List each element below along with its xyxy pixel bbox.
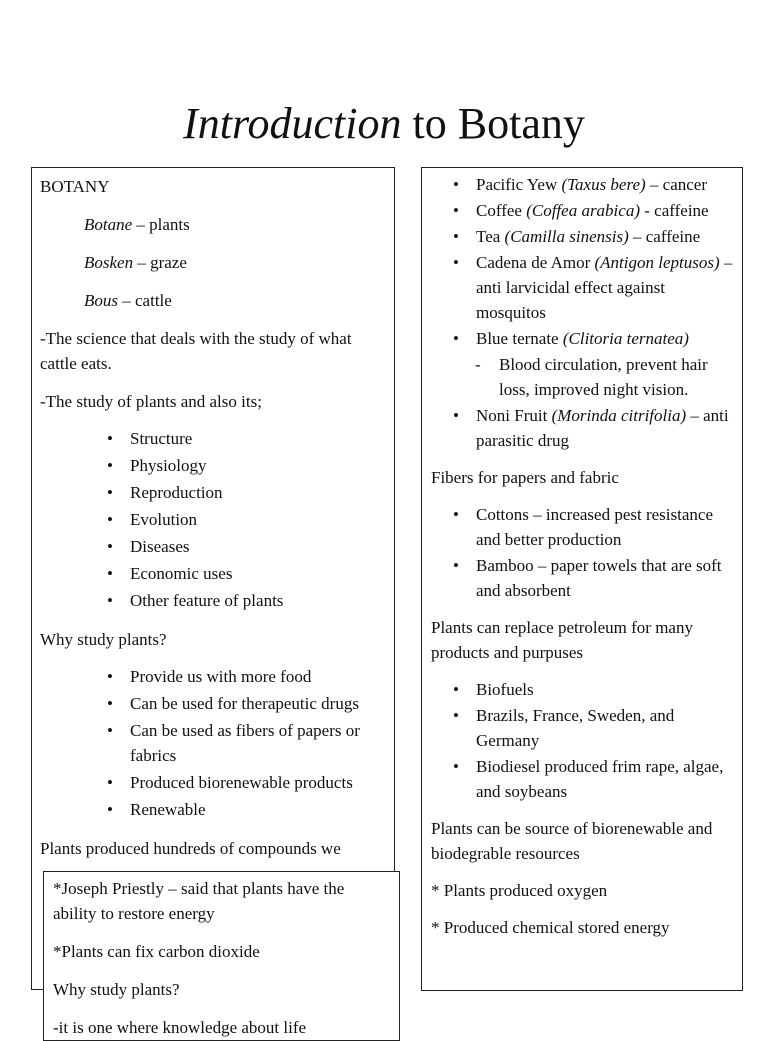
detail-text: Blood circulation, prevent hair loss, improved night vision. bbox=[499, 355, 708, 399]
list-item: • Can be used for therapeutic drugs bbox=[40, 691, 386, 716]
definition-study: -The study of plants and also its; bbox=[40, 392, 262, 411]
list-item bbox=[431, 326, 734, 351]
overlay-text-box bbox=[43, 871, 400, 1041]
list-item: • Provide us with more food bbox=[40, 664, 386, 689]
term-meaning: – plants bbox=[132, 215, 190, 234]
list-item: • Produced biorenewable products bbox=[40, 770, 386, 795]
term-meaning: – graze bbox=[133, 253, 187, 272]
plant-name: Blue ternate bbox=[476, 329, 563, 348]
term-botane bbox=[84, 212, 386, 237]
scientific-name: (Clitoria ternatea) bbox=[562, 329, 689, 348]
plant-use: – cancer bbox=[645, 175, 708, 194]
page-title-italic: Introduction bbox=[183, 99, 402, 148]
list-item: • Biofuels bbox=[431, 677, 734, 702]
plant-use: – caffeine bbox=[628, 227, 701, 246]
petroleum-heading: Plants can replace petroleum for many products and purpuses bbox=[431, 618, 693, 662]
list-item: • Physiology bbox=[40, 453, 386, 478]
term-word: Botane bbox=[84, 215, 133, 234]
list-item: • Economic uses bbox=[40, 561, 386, 586]
fibers-list bbox=[431, 502, 734, 603]
term-bous bbox=[84, 288, 386, 313]
compounds-text: Plants produced hundreds of compounds we bbox=[40, 839, 341, 858]
blue-ternate-detail bbox=[431, 352, 734, 402]
list-item: • Brazils, France, Sweden, and Germany bbox=[431, 703, 734, 753]
list-item: • Other feature of plants bbox=[40, 588, 386, 613]
plant-name: Coffee bbox=[476, 201, 527, 220]
definition-cattle: -The science that deals with the study of what cattle eats. bbox=[40, 329, 352, 373]
list-item: • Can be used as fibers of papers or fabrics bbox=[40, 718, 386, 768]
list-item: • Biodiesel produced frim rape, algae, and soybeans bbox=[431, 754, 734, 804]
term-meaning: – cattle bbox=[118, 291, 172, 310]
plant-use: – anti parasitic drug bbox=[476, 406, 729, 450]
list-item: • Renewable bbox=[40, 797, 386, 822]
list-item bbox=[431, 224, 734, 249]
plant-name: Tea bbox=[476, 227, 505, 246]
list-item: • Bamboo – paper towels that are soft and absorbent bbox=[431, 553, 734, 603]
term-word: Bosken bbox=[84, 253, 134, 272]
list-item: • Reproduction bbox=[40, 480, 386, 505]
plant-name: Cadena de Amor bbox=[476, 253, 595, 272]
page-title-rest: to Botany bbox=[401, 99, 585, 148]
botany-heading: BOTANY bbox=[40, 177, 110, 196]
list-item: • Evolution bbox=[40, 507, 386, 532]
energy-note: * Produced chemical stored energy bbox=[431, 918, 670, 937]
list-item bbox=[431, 250, 734, 325]
right-text-box bbox=[421, 167, 743, 991]
why-study-heading: Why study plants? bbox=[40, 630, 167, 649]
oxygen-note: * Plants produced oxygen bbox=[431, 881, 608, 900]
list-item bbox=[431, 198, 734, 223]
left-text-box bbox=[31, 167, 395, 990]
fibers-heading: Fibers for papers and fabric bbox=[431, 468, 619, 487]
list-item: • Structure bbox=[40, 426, 386, 451]
scientific-name: (Taxus bere) bbox=[561, 175, 646, 194]
term-word: Bous bbox=[84, 291, 118, 310]
list-item bbox=[431, 172, 734, 197]
term-bosken bbox=[84, 250, 386, 275]
why-study-list bbox=[40, 664, 386, 822]
carbon-dioxide-note: *Plants can fix carbon dioxide bbox=[53, 942, 260, 961]
knowledge-note: -it is one where knowledge about life bbox=[53, 1018, 307, 1037]
scientific-name: (Antigon leptusos) bbox=[594, 253, 720, 272]
scientific-name: (Camilla sinensis) bbox=[504, 227, 629, 246]
plant-name: Noni Fruit bbox=[476, 406, 552, 425]
dash-marker: - bbox=[475, 355, 481, 374]
biorenewable-heading: Plants can be source of biorenewable and biodegrable resources bbox=[431, 819, 713, 863]
plant-use: – anti larvicidal effect against mosquitos bbox=[476, 253, 733, 322]
plant-use: - caffeine bbox=[640, 201, 709, 220]
scientific-name: (Morinda citrifolia) bbox=[551, 406, 687, 425]
list-item bbox=[431, 403, 734, 453]
scientific-name: (Coffea arabica) bbox=[526, 201, 640, 220]
priestly-note: *Joseph Priestly – said that plants have the ability to restore energy bbox=[53, 879, 345, 923]
plant-name: Pacific Yew bbox=[476, 175, 562, 194]
study-list bbox=[40, 426, 386, 613]
why-study-heading-2: Why study plants? bbox=[53, 980, 180, 999]
page-title bbox=[0, 96, 768, 152]
list-item: • Diseases bbox=[40, 534, 386, 559]
petroleum-list bbox=[431, 677, 734, 804]
list-item: • Cottons – increased pest resistance and better production bbox=[431, 502, 734, 552]
drug-list bbox=[431, 172, 734, 351]
noni-list bbox=[431, 403, 734, 453]
